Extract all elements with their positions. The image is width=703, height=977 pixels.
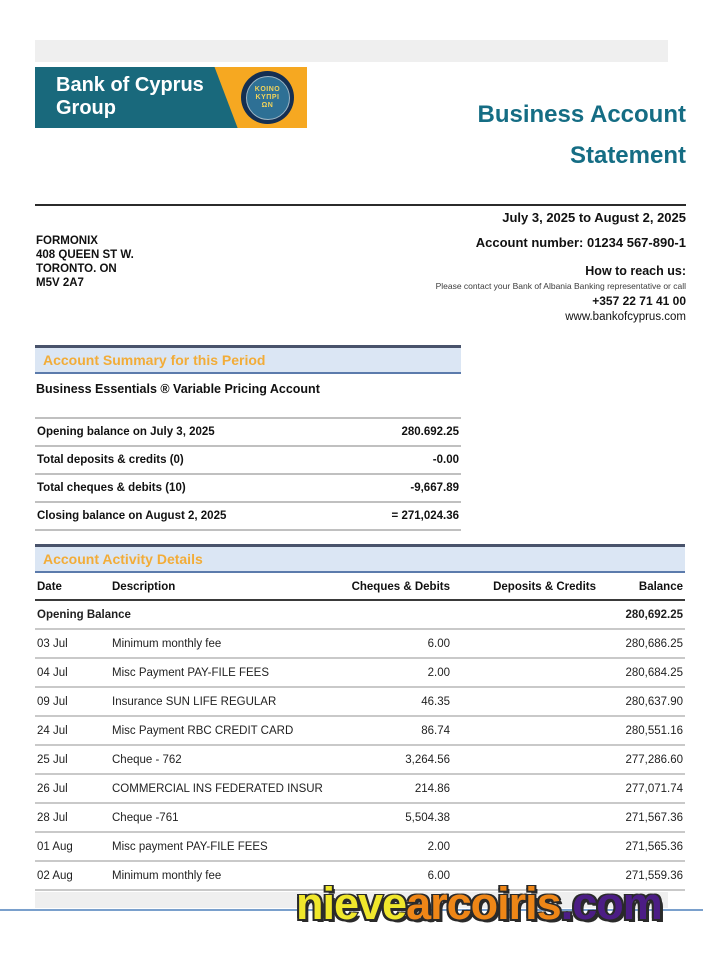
cell-balance: 271,567.36 xyxy=(598,803,685,832)
cell-date: 09 Jul xyxy=(35,687,110,716)
cell-description: Misc Payment PAY-FILE FEES xyxy=(110,658,345,687)
cell-date: 03 Jul xyxy=(35,629,110,658)
table-row xyxy=(35,745,685,774)
cell-date: 28 Jul xyxy=(35,803,110,832)
recipient-street: 408 QUEEN ST W. xyxy=(36,249,134,261)
summary-row xyxy=(35,418,461,446)
cell-debit: 2.00 xyxy=(345,832,452,861)
cell-credit xyxy=(452,716,598,745)
table-row xyxy=(35,803,685,832)
summary-row xyxy=(35,446,461,474)
cell-debit: 6.00 xyxy=(345,629,452,658)
watermark-part2: arcoiris xyxy=(406,878,561,929)
document-title-line1: Business Account xyxy=(477,101,686,128)
column-header-credits: Deposits & Credits xyxy=(452,574,598,600)
cell-description: Minimum monthly fee xyxy=(110,629,345,658)
contact-website: www.bankofcyprus.com xyxy=(565,311,686,323)
cell-date: 24 Jul xyxy=(35,716,110,745)
summary-label: Opening balance on July 3, 2025 xyxy=(35,418,346,446)
cell-date: 26 Jul xyxy=(35,774,110,803)
cell-debit: 214.86 xyxy=(345,774,452,803)
summary-section-header: Account Summary for this Period xyxy=(35,345,461,374)
cell-credit xyxy=(452,658,598,687)
cell-balance: 271,559.36 xyxy=(598,861,685,890)
cell-description: Cheque -761 xyxy=(110,803,345,832)
opening-balance-value: 280,692.25 xyxy=(598,600,685,629)
bank-emblem-icon xyxy=(241,71,294,124)
summary-value: 280.692.25 xyxy=(346,418,461,446)
emblem-text-line3: ΩΝ xyxy=(261,101,274,109)
account-summary-table xyxy=(35,417,461,531)
cell-balance: 280,684.25 xyxy=(598,658,685,687)
recipient-address xyxy=(36,234,134,290)
cell-debit: 6.00 xyxy=(345,861,452,890)
summary-value: -9,667.89 xyxy=(346,474,461,502)
cell-credit xyxy=(452,629,598,658)
summary-value: -0.00 xyxy=(346,446,461,474)
cell-debit: 86.74 xyxy=(345,716,452,745)
cell-debit: 2.00 xyxy=(345,658,452,687)
activity-header-row xyxy=(35,574,685,600)
cell-date: 01 Aug xyxy=(35,832,110,861)
account-activity-table xyxy=(35,574,685,891)
activity-section-header: Account Activity Details xyxy=(35,544,685,573)
document-title xyxy=(478,94,687,176)
cell-credit xyxy=(452,803,598,832)
bank-name xyxy=(56,74,204,120)
emblem-text-line2: ΚΥΠΡΙ xyxy=(255,93,280,101)
cell-description: COMMERCIAL INS FEDERATED INSUR xyxy=(110,774,345,803)
table-row xyxy=(35,629,685,658)
summary-label: Total deposits & credits (0) xyxy=(35,446,346,474)
cell-debit: 46.35 xyxy=(345,687,452,716)
account-number: Account number: 01234 567-890-1 xyxy=(475,235,686,250)
bank-logo xyxy=(35,67,307,128)
recipient-city: TORONTO. ON xyxy=(36,263,117,275)
opening-balance-label: Opening Balance xyxy=(35,600,345,629)
cell-description: Insurance SUN LIFE REGULAR xyxy=(110,687,345,716)
cell-description: Misc payment PAY-FILE FEES xyxy=(110,832,345,861)
top-gray-band xyxy=(35,40,668,62)
contact-heading: How to reach us: xyxy=(585,264,686,278)
table-row xyxy=(35,716,685,745)
cell-balance: 277,286.60 xyxy=(598,745,685,774)
bank-name-line2: Group xyxy=(56,97,116,119)
cell-balance: 277,071.74 xyxy=(598,774,685,803)
column-header-debits: Cheques & Debits xyxy=(345,574,452,600)
document-title-line2: Statement xyxy=(569,142,686,169)
cell-debit: 3,264.56 xyxy=(345,745,452,774)
cell-credit xyxy=(452,832,598,861)
cell-balance: 280,551.16 xyxy=(598,716,685,745)
bank-emblem-inner xyxy=(246,76,290,120)
header-divider xyxy=(35,204,686,206)
cell-balance: 280,686.25 xyxy=(598,629,685,658)
summary-row xyxy=(35,502,461,530)
contact-phone: +357 22 71 41 00 xyxy=(592,294,686,308)
contact-instruction: Please contact your Bank of Albania Banking representative or call xyxy=(435,281,686,291)
bank-name-line1: Bank of Cyprus xyxy=(56,74,204,96)
cell-credit xyxy=(452,687,598,716)
table-row xyxy=(35,687,685,716)
cell-description: Cheque - 762 xyxy=(110,745,345,774)
opening-balance-row xyxy=(35,600,685,629)
watermark xyxy=(296,878,662,930)
cell-description: Minimum monthly fee xyxy=(110,861,345,890)
emblem-text-line1: KOINO xyxy=(254,85,281,93)
recipient-postal: M5V 2A7 xyxy=(36,277,84,289)
cell-date: 04 Jul xyxy=(35,658,110,687)
statement-info xyxy=(436,210,686,323)
column-header-date: Date xyxy=(35,574,110,600)
watermark-part3: .com xyxy=(560,878,662,929)
cell-balance: 280,637.90 xyxy=(598,687,685,716)
account-type: Business Essentials ® Variable Pricing Account xyxy=(36,382,320,396)
summary-label: Closing balance on August 2, 2025 xyxy=(35,502,346,530)
column-header-description: Description xyxy=(110,574,345,600)
table-row xyxy=(35,774,685,803)
summary-value: = 271,024.36 xyxy=(346,502,461,530)
cell-credit xyxy=(452,745,598,774)
column-header-balance: Balance xyxy=(598,574,685,600)
summary-row xyxy=(35,474,461,502)
cell-balance: 271,565.36 xyxy=(598,832,685,861)
cell-description: Misc Payment RBC CREDIT CARD xyxy=(110,716,345,745)
cell-credit xyxy=(452,774,598,803)
cell-debit: 5,504.38 xyxy=(345,803,452,832)
table-row xyxy=(35,658,685,687)
table-row xyxy=(35,832,685,861)
statement-period: July 3, 2025 to August 2, 2025 xyxy=(502,210,686,225)
cell-date: 02 Aug xyxy=(35,861,110,890)
summary-label: Total cheques & debits (10) xyxy=(35,474,346,502)
cell-date: 25 Jul xyxy=(35,745,110,774)
recipient-name: FORMONIX xyxy=(36,235,98,247)
watermark-part1: nieve xyxy=(296,878,407,929)
